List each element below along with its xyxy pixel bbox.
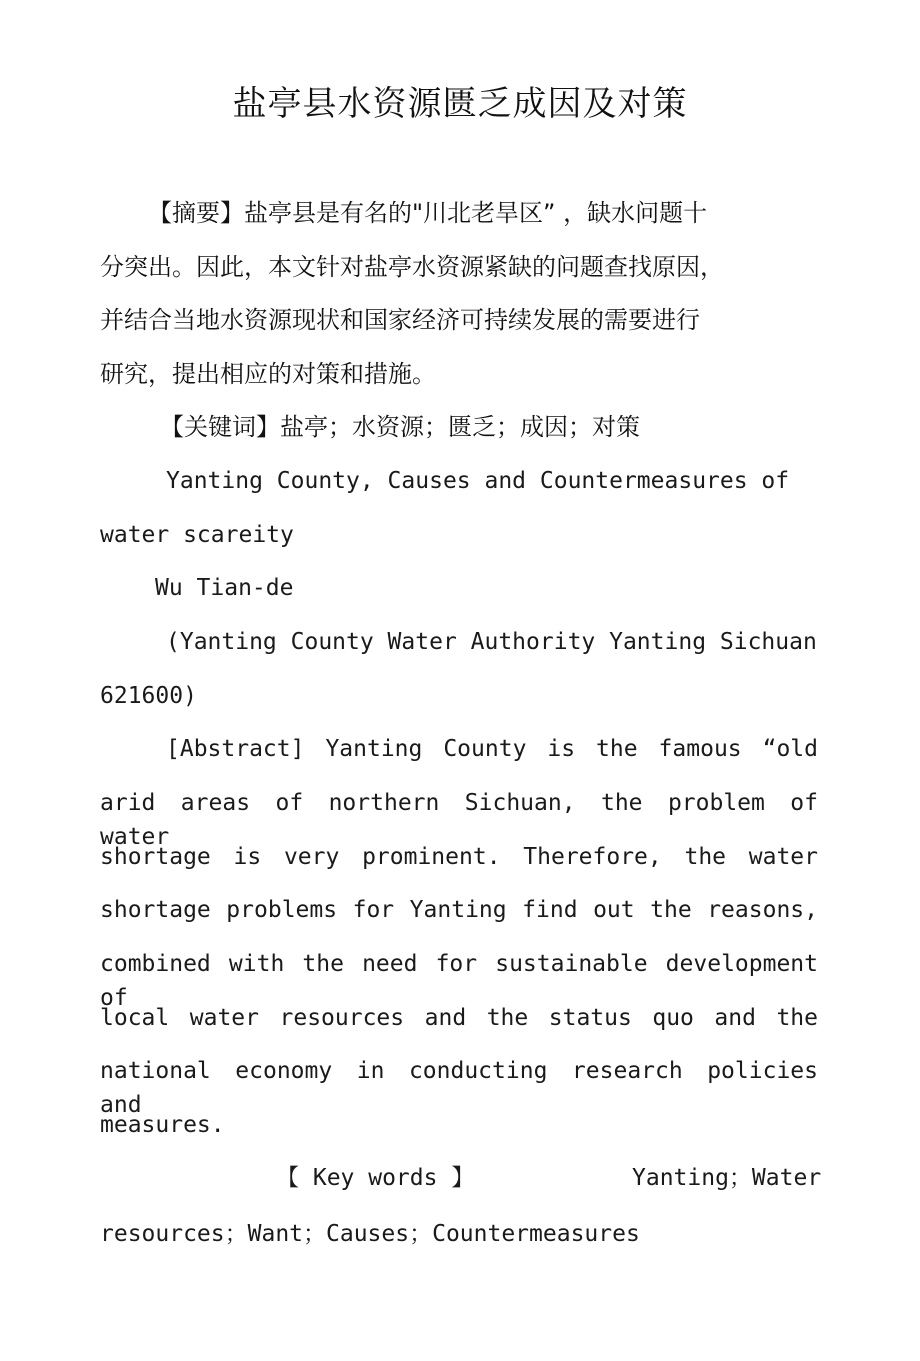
affiliation-line-1: (Yanting County Water Authority Yanting Sichuan — [166, 629, 817, 655]
author-name: Wu Tian-de — [155, 575, 294, 601]
abstract-en-line-4: shortage problems for Yanting find out the reasons, — [100, 897, 818, 923]
keywords-en-label: 【 Key words 】 — [276, 1165, 475, 1191]
abstract-en-line-5: combined with the need for sustainable development of — [100, 951, 818, 1011]
english-title-line-2: water scareity — [100, 522, 294, 548]
abstract-en-line-6: local water resources and the status quo and the — [100, 1005, 818, 1031]
abstract-en-line-1: [Abstract] Yanting County is the famous “old — [166, 736, 818, 762]
keywords-cn: 【关键词】盐亭；水资源；匮乏；成因；对策 — [160, 413, 640, 441]
abstract-cn-line-3: 并结合当地水资源现状和国家经济可持续发展的需要进行 — [100, 306, 700, 334]
abstract-en-line-8: measures. — [100, 1112, 225, 1138]
keywords-en-rest: resources；Want；Causes；Countermeasures — [100, 1221, 640, 1247]
abstract-en-line-7: national economy in conducting research policies and — [100, 1058, 818, 1118]
abstract-cn-line-2: 分突出。因此，本文针对盐亭水资源紧缺的问题查找原因， — [100, 253, 724, 281]
keywords-en-first: Yanting；Water — [632, 1165, 822, 1191]
affiliation-line-2: 621600) — [100, 683, 197, 709]
document-title: 盐亭县水资源匮乏成因及对策 — [232, 84, 688, 124]
abstract-cn-line-1: 【摘要】盐亭县是有名的"川北老旱区” ，缺水问题十 — [148, 199, 708, 227]
abstract-cn-line-4: 研究，提出相应的对策和措施。 — [100, 360, 436, 388]
abstract-en-line-2: arid areas of northern Sichuan, the problem of water — [100, 790, 818, 850]
abstract-en-line-3: shortage is very prominent. Therefore, the water — [100, 844, 818, 870]
english-title-line-1: Yanting County, Causes and Countermeasures of — [166, 468, 790, 494]
